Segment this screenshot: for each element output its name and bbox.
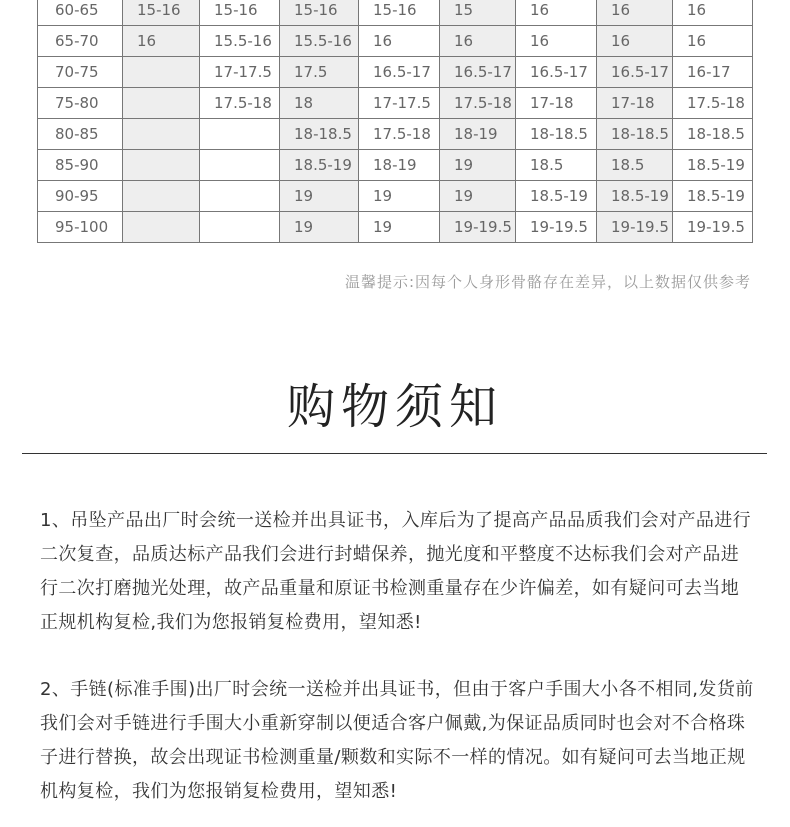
row-range-label: 65-70 bbox=[38, 26, 123, 57]
table-cell: 18.5-19 bbox=[673, 150, 753, 181]
table-cell: 15.5-16 bbox=[200, 26, 280, 57]
section-title: 购物须知 bbox=[286, 379, 503, 435]
table-cell bbox=[200, 181, 280, 212]
table-cell bbox=[123, 181, 200, 212]
table-cell: 17.5-18 bbox=[359, 119, 440, 150]
table-cell: 17.5-18 bbox=[440, 88, 516, 119]
table-cell: 17-18 bbox=[597, 88, 673, 119]
table-cell bbox=[200, 150, 280, 181]
table-cell: 19 bbox=[280, 212, 359, 243]
table-cell: 18.5 bbox=[597, 150, 673, 181]
table-cell bbox=[123, 119, 200, 150]
row-range-label: 85-90 bbox=[38, 150, 123, 181]
table-cell: 15-16 bbox=[200, 0, 280, 26]
table-cell: 18-19 bbox=[359, 150, 440, 181]
table-row bbox=[38, 88, 753, 119]
table-cell: 15-16 bbox=[359, 0, 440, 26]
table-cell: 18-19 bbox=[440, 119, 516, 150]
table-cell: 17-18 bbox=[516, 88, 597, 119]
table-cell: 16 bbox=[516, 26, 597, 57]
table-cell bbox=[123, 57, 200, 88]
table-cell: 19 bbox=[280, 181, 359, 212]
table-cell: 17.5-18 bbox=[200, 88, 280, 119]
table-cell: 16 bbox=[597, 26, 673, 57]
note-paragraph-2: 2、手链(标准手围)出厂时会统一送检并出具证书，但由于客户手围大小各不相同,发货前我们会对手链进行手围大小重新穿制以便适合客户佩戴,为保证品质同时也会对不合格珠子进行替换，故会出现证书检测重量/颗数和实际不一样的情况。如有疑问可去当地正规机构复检，我们为您报销复检费用，望知悉! bbox=[40, 679, 754, 802]
table-cell: 17-17.5 bbox=[359, 88, 440, 119]
table-cell: 19 bbox=[359, 181, 440, 212]
row-range-label: 80-85 bbox=[38, 119, 123, 150]
table-cell: 18.5-19 bbox=[516, 181, 597, 212]
table-row bbox=[38, 212, 753, 243]
table-row bbox=[38, 150, 753, 181]
table-cell: 15.5-16 bbox=[280, 26, 359, 57]
row-range-label: 60-65 bbox=[38, 0, 123, 26]
table-cell: 18-18.5 bbox=[597, 119, 673, 150]
size-tip-note: 温馨提示:因每个人身形骨骼存在差异，以上数据仅供参考 bbox=[344, 273, 751, 291]
table-cell: 18-18.5 bbox=[673, 119, 753, 150]
table-cell: 19 bbox=[359, 212, 440, 243]
table-cell bbox=[200, 212, 280, 243]
table-cell: 16 bbox=[440, 26, 516, 57]
table-cell: 16.5-17 bbox=[359, 57, 440, 88]
table-cell: 18.5-19 bbox=[597, 181, 673, 212]
size-chart-table bbox=[37, 0, 753, 243]
table-cell bbox=[123, 212, 200, 243]
table-cell: 15 bbox=[440, 0, 516, 26]
table-cell bbox=[200, 119, 280, 150]
table-cell: 15-16 bbox=[280, 0, 359, 26]
table-cell: 16 bbox=[123, 26, 200, 57]
table-cell bbox=[123, 150, 200, 181]
table-cell: 18.5-19 bbox=[673, 181, 753, 212]
table-cell: 16.5-17 bbox=[597, 57, 673, 88]
table-row bbox=[38, 57, 753, 88]
table-cell: 18-18.5 bbox=[280, 119, 359, 150]
table-cell: 19-19.5 bbox=[516, 212, 597, 243]
table-cell: 16 bbox=[597, 0, 673, 26]
table-cell: 17-17.5 bbox=[200, 57, 280, 88]
table-cell: 16 bbox=[359, 26, 440, 57]
table-cell: 19 bbox=[440, 181, 516, 212]
section-divider bbox=[22, 453, 767, 454]
table-cell: 16 bbox=[516, 0, 597, 26]
row-range-label: 90-95 bbox=[38, 181, 123, 212]
table-cell: 19 bbox=[440, 150, 516, 181]
table-cell: 15-16 bbox=[123, 0, 200, 26]
table-row bbox=[38, 0, 753, 26]
table-cell: 19-19.5 bbox=[673, 212, 753, 243]
row-range-label: 70-75 bbox=[38, 57, 123, 88]
row-range-label: 95-100 bbox=[38, 212, 123, 243]
table-cell: 16-17 bbox=[673, 57, 753, 88]
table-cell: 17.5 bbox=[280, 57, 359, 88]
table-cell: 16.5-17 bbox=[516, 57, 597, 88]
row-range-label: 75-80 bbox=[38, 88, 123, 119]
table-cell: 18 bbox=[280, 88, 359, 119]
table-cell: 16.5-17 bbox=[440, 57, 516, 88]
table-cell: 16 bbox=[673, 0, 753, 26]
table-cell: 18.5-19 bbox=[280, 150, 359, 181]
table-cell: 17.5-18 bbox=[673, 88, 753, 119]
note-paragraph-1: 1、吊坠产品出厂时会统一送检并出具证书，入库后为了提高产品品质我们会对产品进行二次复查，品质达标产品我们会进行封蜡保养，抛光度和平整度不达标我们会对产品进行二次打磨抛光处理，故产品重量和原证书检测重量存在少许偏差，如有疑问可去当地正规机构复检,我们为您报销复检费用，望知悉! bbox=[40, 510, 752, 633]
table-row bbox=[38, 119, 753, 150]
table-cell bbox=[123, 88, 200, 119]
table-cell: 19-19.5 bbox=[440, 212, 516, 243]
table-cell: 18.5 bbox=[516, 150, 597, 181]
table-cell: 19-19.5 bbox=[597, 212, 673, 243]
table-row bbox=[38, 26, 753, 57]
table-cell: 16 bbox=[673, 26, 753, 57]
table-cell: 18-18.5 bbox=[516, 119, 597, 150]
table-row bbox=[38, 181, 753, 212]
